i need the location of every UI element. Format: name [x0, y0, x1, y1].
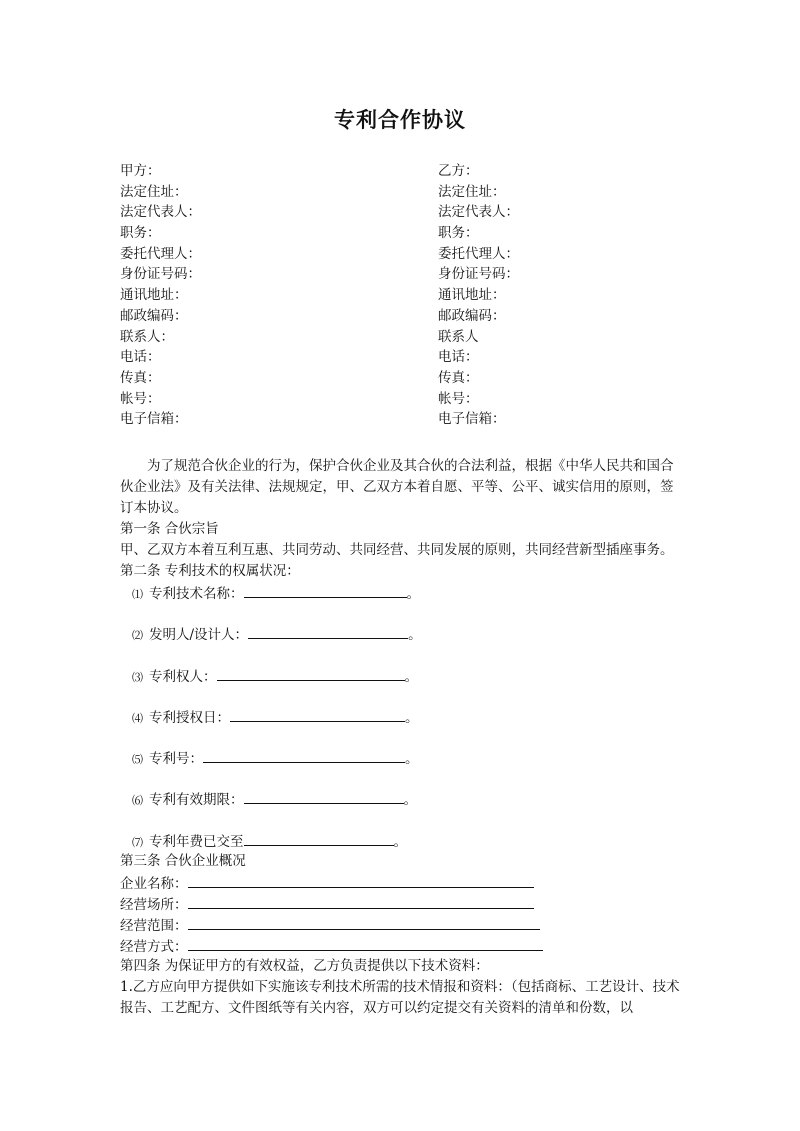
enterprise-field — [120, 914, 685, 935]
patent-item — [120, 665, 685, 706]
party-row — [120, 244, 700, 265]
party-b-field: 邮政编码： — [438, 307, 506, 324]
party-b-field: 乙方： — [438, 163, 479, 179]
party-b-field: 传真： — [438, 369, 479, 386]
party-b-field: 帐号： — [438, 390, 479, 407]
enterprise-field — [120, 893, 685, 914]
party-a-field: 法定住址： — [120, 183, 188, 200]
party-a-field: 委托代理人： — [120, 245, 201, 262]
article-1-heading: 第一条 合伙宗旨 — [120, 521, 219, 537]
item-end: 。 — [406, 586, 420, 602]
item-number: ⑶ — [132, 670, 143, 684]
patent-item — [120, 830, 685, 851]
agreement-body — [120, 456, 685, 1019]
item-label: 专利有效期限： — [149, 792, 244, 809]
item-label: 发明人/设计人： — [149, 627, 249, 644]
party-row — [120, 161, 700, 182]
intro-paragraph: 为了规范合伙企业的行为，保护合伙企业及其合伙的合法利益，根据《中华人民共和国合伙企业法》及有关法律、法规规定，甲、乙双方本着自愿、平等、公平、诚实信用的原则，签订本协议。 — [120, 458, 674, 516]
field-label: 企业名称： — [120, 875, 188, 892]
party-row — [120, 285, 700, 306]
party-row — [120, 347, 700, 368]
party-row — [120, 264, 700, 285]
party-a-field: 传真： — [120, 369, 161, 386]
field-label: 经营场所： — [120, 896, 188, 913]
item-number: ⑵ — [132, 629, 143, 643]
article-2-heading: 第二条 专利技术的权属状况： — [120, 563, 300, 579]
item-label: 专利授权日： — [149, 709, 230, 726]
item-number: ⑺ — [132, 835, 143, 849]
party-row — [120, 327, 700, 348]
party-a-field: 身份证号码： — [120, 266, 201, 283]
party-row — [120, 306, 700, 327]
party-b-field: 联系人 — [438, 328, 479, 345]
enterprise-field — [120, 935, 685, 956]
party-a-field: 法定代表人： — [120, 204, 201, 221]
party-a-field: 邮政编码： — [120, 307, 188, 324]
party-b-field: 通讯地址： — [438, 287, 506, 304]
item-label: 专利技术名称： — [149, 586, 244, 602]
item-label: 专利权人： — [149, 668, 217, 685]
party-a-field: 联系人： — [120, 328, 174, 345]
fill-in-blank[interactable] — [217, 665, 405, 681]
party-a-field: 职务： — [120, 225, 161, 242]
fill-in-blank[interactable] — [203, 747, 405, 763]
patent-item — [120, 623, 685, 664]
article-4-clause-1: 1.乙方应向甲方提供如下实施该专利技术所需的技术情报和资料：（包括商标、工艺设计、技术报告、工艺配方、文件图纸等有关内容，双方可以约定提交有关资料的清单和份数，以 — [120, 978, 680, 1016]
item-number: ⑴ — [132, 588, 143, 601]
fill-in-blank[interactable] — [244, 582, 407, 598]
patent-item — [120, 706, 685, 747]
fill-in-blank[interactable] — [188, 914, 540, 930]
item-number: ⑷ — [132, 711, 143, 725]
fill-in-blank[interactable] — [188, 935, 543, 951]
item-end: 。 — [393, 833, 407, 850]
article-3-heading: 第三条 合伙企业概况 — [120, 852, 246, 869]
party-b-field: 委托代理人： — [438, 245, 519, 262]
party-row — [120, 223, 700, 244]
fill-in-blank[interactable] — [230, 706, 405, 722]
item-end: 。 — [405, 709, 419, 726]
fill-in-blank[interactable] — [244, 830, 394, 846]
party-b-field: 法定住址： — [438, 183, 506, 200]
party-a-field: 甲方： — [120, 163, 161, 179]
patent-item — [120, 788, 685, 829]
fill-in-blank[interactable] — [248, 623, 408, 639]
enterprise-field — [120, 872, 685, 893]
article-1-text: 甲、乙双方本着互利互惠、共同劳动、共同经营、共同发展的原则，共同经营新型插座事务。 — [120, 542, 674, 558]
patent-item — [120, 582, 685, 623]
item-number: ⑹ — [132, 794, 143, 808]
party-b-field: 身份证号码： — [438, 266, 519, 283]
article-4-heading: 第四条 为保证甲方的有效权益，乙方负责提供以下技术资料： — [120, 957, 489, 974]
party-row — [120, 182, 700, 203]
party-a-field: 通讯地址： — [120, 287, 188, 304]
party-b-field: 法定代表人： — [438, 204, 519, 221]
item-label: 专利年费已交至 — [149, 833, 244, 850]
document-title: 专利合作协议 — [334, 108, 466, 132]
item-label: 专利号： — [149, 751, 203, 768]
party-info-block — [120, 161, 700, 430]
item-end: 。 — [404, 668, 418, 685]
item-end: 。 — [403, 792, 417, 809]
party-row — [120, 202, 700, 223]
party-a-field: 帐号： — [120, 390, 161, 407]
item-number: ⑸ — [132, 753, 143, 767]
field-label: 经营范围： — [120, 917, 188, 934]
party-a-field: 电话： — [120, 349, 161, 366]
party-b-field: 电话： — [438, 349, 479, 366]
item-end: 。 — [405, 751, 419, 768]
party-b-field: 电子信箱： — [438, 411, 506, 428]
fill-in-blank[interactable] — [188, 872, 534, 888]
fill-in-blank[interactable] — [188, 893, 534, 909]
party-row — [120, 368, 700, 389]
party-b-field: 职务： — [438, 225, 479, 242]
patent-item — [120, 747, 685, 788]
party-row — [120, 389, 700, 410]
party-a-field: 电子信箱： — [120, 411, 188, 428]
party-row — [120, 409, 700, 430]
field-label: 经营方式： — [120, 938, 188, 955]
fill-in-blank[interactable] — [244, 788, 404, 804]
item-end: 。 — [408, 627, 422, 644]
